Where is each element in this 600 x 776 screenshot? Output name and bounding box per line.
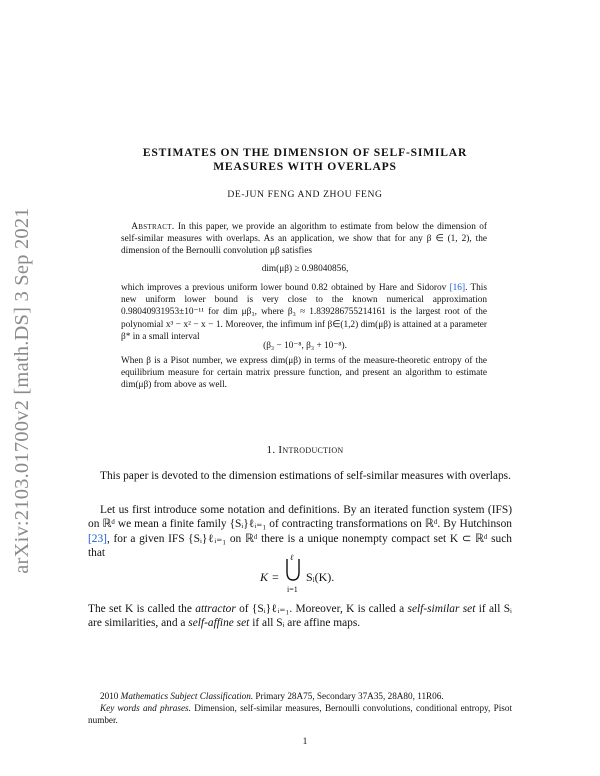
footnote-msc — [88, 690, 512, 702]
abstract-label: Abstract. — [131, 222, 175, 232]
para3-c: if all Sᵢ are similarities, and a — [88, 603, 512, 630]
term-self-similar-set: self-similar set — [407, 603, 476, 615]
intro-paragraph-1: This paper is devoted to the dimension estimations of self-similar measures with overlaps. — [100, 470, 511, 482]
abstract-equation-1: dim(μβ) ≥ 0.98040856, — [261, 264, 349, 274]
intro-paragraph-2 — [88, 503, 512, 561]
abstract-middle-b: . This new uniform lower bound is very close to the known numerical approximation 0.98040931953±10⁻¹¹ for dim μβ₃, where β₃ ≈ 1.839286755214161 is the largest root of the polynomial x³ − x² − x − 1. Moreover, the infimum inf β∈(1,2) dim(μβ) is attained at a parameter β* in a small interval — [121, 283, 487, 342]
display-equation-equals: = — [272, 570, 279, 584]
abstract-middle-a: which improves a previous uniform lower bound 0.82 obtained by Hare and Sidorov — [121, 283, 447, 293]
arxiv-identifier: arXiv:2103.01700v2 [math.DS] 3 Sep 2021 — [10, 206, 33, 574]
intro-paragraph-3 — [88, 602, 512, 631]
para3-a: The set K is called the — [88, 603, 192, 615]
abstract-middle — [121, 282, 487, 343]
page-number: 1 — [302, 737, 308, 747]
footnote-msc-text: Primary 28A75, Secondary 37A35, 28A80, 11R06. — [255, 691, 444, 701]
display-equation-lhs: K — [260, 570, 269, 584]
abstract-intro-text: In this paper, we provide an algorithm to estimate from below the dimension of self-similar measures with overlaps. As an application, we show that for any β ∈ (1, 2), the dimension of the Bernoulli convolution μβ satisfies — [121, 222, 487, 257]
arxiv-stamp — [4, 205, 40, 575]
abstract-end: When β is a Pisot number, we express dim(μβ) in terms of the measure-theoretic entropy of the equilibrium measure for certain matrix pressure function, and present an algorithm to estimate dim(μβ) from above as well. — [121, 356, 487, 391]
footnote-keywords-label: Key words and phrases. — [100, 703, 191, 713]
title-line-1: ESTIMATES ON THE DIMENSION OF SELF-SIMILAR — [142, 146, 468, 159]
intro-paragraph-2b: , for a given IFS {Sᵢ}ℓᵢ₌₁ on ℝᵈ there is a unique nonempty compact set K ⊂ ℝᵈ such that — [88, 532, 512, 560]
paper-title — [100, 146, 510, 174]
citation-16-link[interactable]: [16] — [449, 283, 466, 293]
title-line-2: MEASURES WITH OVERLAPS — [213, 160, 397, 173]
big-union-symbol — [285, 558, 301, 582]
display-equation-rhs: Sᵢ(K). — [306, 570, 335, 584]
footnote-keywords-text: Dimension, self-similar measures, Bernoulli convolutions, conditional entropy, Pisot number. — [88, 703, 512, 725]
authors: DE-JUN FENG AND ZHOU FENG — [227, 189, 383, 200]
citation-23-link[interactable]: [23] — [88, 532, 107, 545]
union-lower-limit: i=1 — [287, 585, 298, 594]
intro-paragraph-2a: Let us first introduce some notation and definitions. By an iterated function system (IFS) on ℝᵈ we mean a finite family {Sᵢ}ℓᵢ₌₁ of contracting transformations on ℝᵈ. By Hutchinson — [88, 504, 512, 531]
term-attractor: attractor — [195, 603, 236, 615]
abstract-equation-2: (β₃ − 10⁻⁸, β₃ + 10⁻⁸). — [263, 341, 347, 351]
term-self-affine-set: self-affine set — [188, 617, 250, 630]
section-heading-text: 1. Introduction — [266, 444, 344, 456]
union-upper-limit: ℓ — [290, 553, 294, 562]
section-heading-introduction — [100, 444, 510, 456]
footnote-keywords — [88, 702, 512, 726]
abstract-intro — [121, 221, 487, 258]
para3-d: if all Sᵢ are affine maps. — [252, 617, 361, 630]
footnote-msc-label: Mathematics Subject Classification. — [120, 691, 254, 701]
para3-b: of {Sᵢ}ℓᵢ₌₁. Moreover, K is called a — [239, 603, 405, 615]
footnote-msc-year: 2010 — [100, 691, 119, 701]
display-equation — [236, 553, 376, 602]
